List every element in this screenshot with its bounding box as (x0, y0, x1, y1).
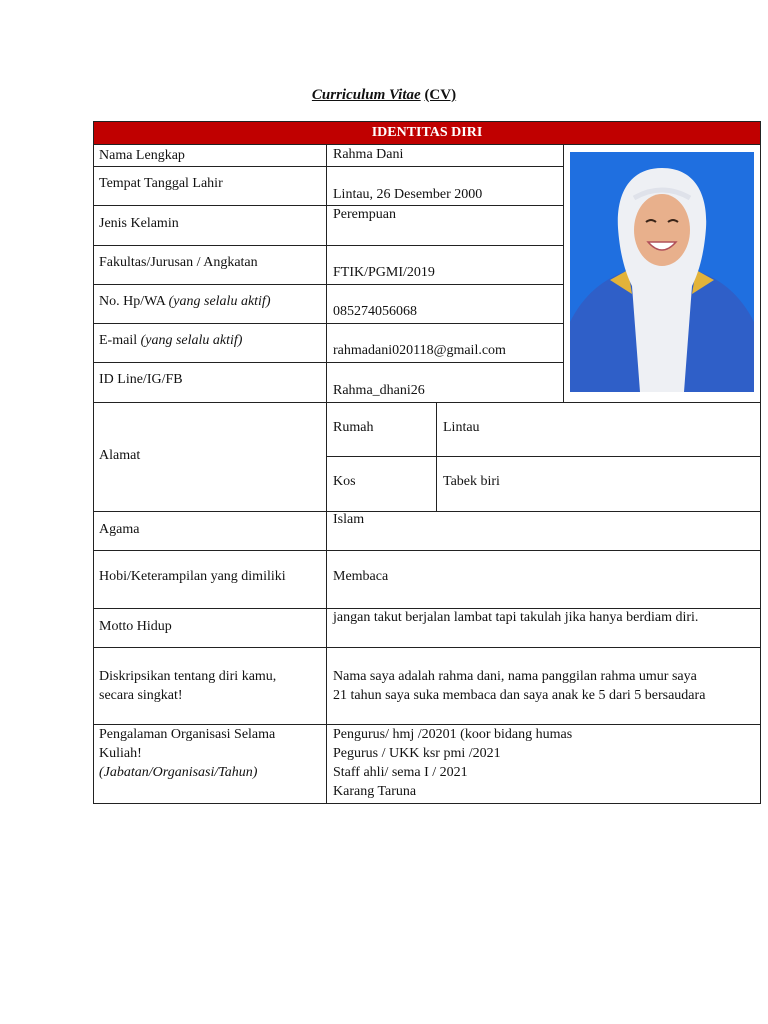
value-hp: 085274056068 (333, 304, 417, 319)
value-nama: Rahma Dani (333, 147, 404, 162)
label-cell-nama (93, 144, 327, 167)
label-agama: Agama (99, 522, 140, 537)
label-cell-alamat (93, 402, 327, 512)
label-hp-note: (yang selalu aktif) (168, 294, 271, 309)
org-item: Staff ahli/ sema I / 2021 (333, 765, 468, 780)
label-hp-main: No. Hp/WA (99, 294, 166, 309)
label-deskripsi-line1: Diskripsikan tentang diri kamu, (99, 669, 277, 684)
value-cell-ttl (326, 166, 564, 206)
label-email-note: (yang selalu aktif) (140, 333, 243, 348)
section-header: IDENTITAS DIRI (93, 121, 761, 145)
label-motto: Motto Hidup (99, 619, 172, 634)
label-cell-rumah (326, 402, 437, 457)
label-jk: Jenis Kelamin (99, 216, 179, 231)
label-ttl: Tempat Tanggal Lahir (99, 176, 223, 191)
label-idline: ID Line/IG/FB (99, 372, 183, 387)
label-cell-ttl (93, 166, 327, 206)
value-deskripsi-line1: Nama saya adalah rahma dani, nama panggilan rahma umur saya (333, 669, 697, 684)
value-cell-nama (326, 144, 564, 167)
label-cell-email (93, 323, 327, 363)
value-jk: Perempuan (333, 207, 396, 222)
org-item: Pengurus/ hmj /20201 (koor bidang humas (333, 727, 573, 742)
label-email (99, 331, 242, 350)
value-ttl: Lintau, 26 Desember 2000 (333, 187, 483, 202)
value-cell-hobi (326, 550, 761, 609)
value-cell-organisasi (326, 724, 761, 804)
label-cell-hp (93, 284, 327, 324)
label-cell-deskripsi (93, 647, 327, 725)
value-cell-hp (326, 284, 564, 324)
label-rumah: Rumah (333, 420, 374, 435)
label-alamat: Alamat (99, 448, 141, 463)
value-cell-kos (436, 456, 761, 512)
label-cell-idline (93, 362, 327, 403)
value-cell-jk (326, 205, 564, 246)
value-rumah: Lintau (443, 420, 480, 435)
label-kos: Kos (333, 474, 356, 489)
label-email-main: E-mail (99, 333, 138, 348)
value-cell-motto (326, 608, 761, 648)
value-agama: Islam (333, 512, 365, 527)
value-idline: Rahma_dhani26 (333, 383, 425, 398)
label-deskripsi-line2: secara singkat! (99, 688, 183, 703)
document-title (0, 87, 768, 104)
label-cell-fakultas (93, 245, 327, 285)
label-hobi: Hobi/Keterampilan yang dimiliki (99, 569, 286, 584)
value-email: rahmadani020118@gmail.com (333, 343, 506, 358)
title-rest: (CV) (424, 87, 457, 103)
label-cell-motto (93, 608, 327, 648)
profile-photo (570, 152, 754, 392)
value-deskripsi-line2: 21 tahun saya suka membaca dan saya anak ke 5 dari 5 bersaudara (333, 688, 706, 703)
label-cell-hobi (93, 550, 327, 609)
value-cell-fakultas (326, 245, 564, 285)
label-cell-agama (93, 511, 327, 551)
value-fakultas: FTIK/PGMI/2019 (333, 265, 435, 280)
value-cell-deskripsi (326, 647, 761, 725)
value-cell-idline (326, 362, 564, 403)
label-cell-jk (93, 205, 327, 246)
value-cell-email (326, 323, 564, 363)
label-nama: Nama Lengkap (99, 148, 185, 163)
label-fakultas: Fakultas/Jurusan / Angkatan (99, 255, 258, 270)
photo-cell (563, 144, 761, 403)
value-kos: Tabek biri (443, 474, 500, 489)
value-cell-rumah (436, 402, 761, 457)
value-hobi: Membaca (333, 569, 389, 584)
label-organisasi-line1: Pengalaman Organisasi Selama (99, 727, 276, 742)
value-cell-agama (326, 511, 761, 551)
org-item: Karang Taruna (333, 784, 417, 799)
value-motto: jangan takut berjalan lambat tapi takulah jika hanya berdiam diri. (333, 610, 699, 625)
label-organisasi-line2: Kuliah! (99, 746, 142, 761)
title-italic: Curriculum Vitae (311, 87, 421, 103)
label-cell-organisasi (93, 724, 327, 804)
label-organisasi-line3: (Jabatan/Organisasi/Tahun) (99, 765, 258, 780)
label-cell-kos (326, 456, 437, 512)
label-hp (99, 292, 271, 311)
org-item: Pegurus / UKK ksr pmi /2021 (333, 746, 501, 761)
photo-face (634, 194, 690, 266)
